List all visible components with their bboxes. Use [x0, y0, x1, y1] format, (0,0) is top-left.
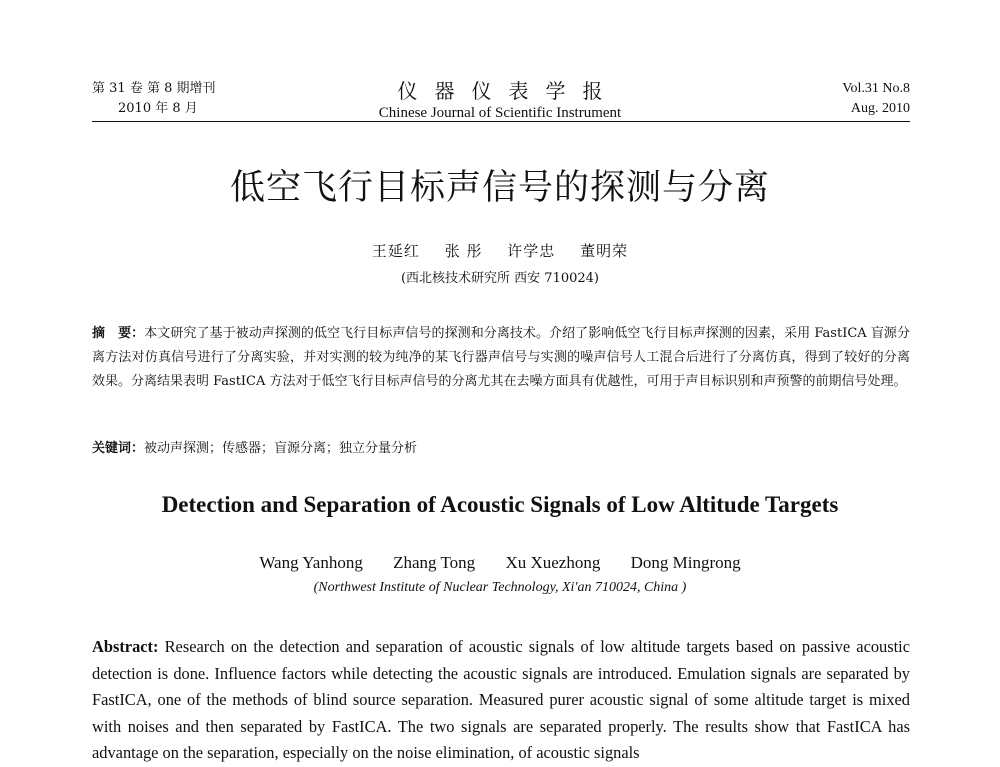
journal-name-en: Chinese Journal of Scientific Instrument: [378, 105, 622, 121]
keywords-label-cn: 关键词：: [92, 441, 145, 456]
journal-name: [330, 79, 670, 123]
issue-info: [92, 79, 215, 119]
author-name: Zhang Tong: [393, 553, 476, 572]
volume-issue: 第 31 卷 第 8 期增刊: [92, 81, 216, 96]
journal-name-cn: 仪器仪表学报: [397, 79, 620, 103]
abstract-label-en: Abstract:: [92, 637, 159, 656]
paper-title-cn: 低空飞行目标声信号的探测与分离: [229, 168, 770, 208]
author-name: Dong Mingrong: [630, 553, 741, 572]
abstract-en: [92, 634, 910, 767]
header-rule: [92, 121, 910, 122]
journal-header: [92, 79, 910, 123]
affiliation-cn: (西北核技术研究所 西安 710024): [400, 271, 600, 286]
abstract-label-cn: 摘 要：: [92, 326, 145, 341]
author-list-en: [0, 553, 1000, 573]
author-name: 王延红: [371, 242, 420, 260]
author-name: 董明荣: [580, 242, 629, 260]
paper-title-en: Detection and Separation of Acoustic Signals of Low Altitude Targets: [161, 492, 839, 517]
affiliation-en: (Northwest Institute of Nuclear Technology, Xi'an 710024, China ): [313, 580, 687, 595]
author-name: Xu Xuezhong: [505, 553, 601, 572]
keywords-cn: [92, 437, 910, 461]
author-name: 张 彤: [444, 242, 483, 260]
author-name: Wang Yanhong: [259, 553, 363, 572]
issue-date-en: Aug. 2010: [850, 101, 910, 116]
abstract-text-en: Research on the detection and separation of acoustic signals of low altitude targets based on passive acoustic detection is done. Influence factors while detecting the acoustic signals are introduced. Emulation signals are separated by FastICA, one of the methods of blind source separation. Measured purer acoustic signal of some altitude target is mixed with noises and then separated by FastICA. The two signals are separated properly. The results show that FastICA has advantage on the separation, especially on the noise elimination, of acoustic signals: [92, 637, 910, 762]
author-list-cn: [0, 240, 1000, 261]
abstract-text-cn: 本文研究了基于被动声探测的低空飞行目标声信号的探测和分离技术。介绍了影响低空飞行目标声探测的因素，采用 FastICA 盲源分离方法对仿真信号进行了分离实验，并对实测的较为纯净的某飞行器声信号与实测的噪声信号人工混合后进行了分离仿真，得到了较好的分离效果。分离结果表明 FastICA 方法对于低空飞行目标声信号的分离尤其在去噪方面具有优越性，可用于声目标识别和声预警的前期信号处理。: [92, 326, 910, 389]
keywords-text-cn: 被动声探测；传感器；盲源分离；独立分量分析: [144, 441, 418, 456]
volume-info-en: [842, 79, 910, 119]
issue-date-cn: 2010 年 8 月: [118, 101, 198, 116]
author-name: 许学忠: [507, 242, 556, 260]
abstract-cn: [92, 322, 910, 394]
volume-number-en: Vol.31 No.8: [842, 81, 910, 96]
